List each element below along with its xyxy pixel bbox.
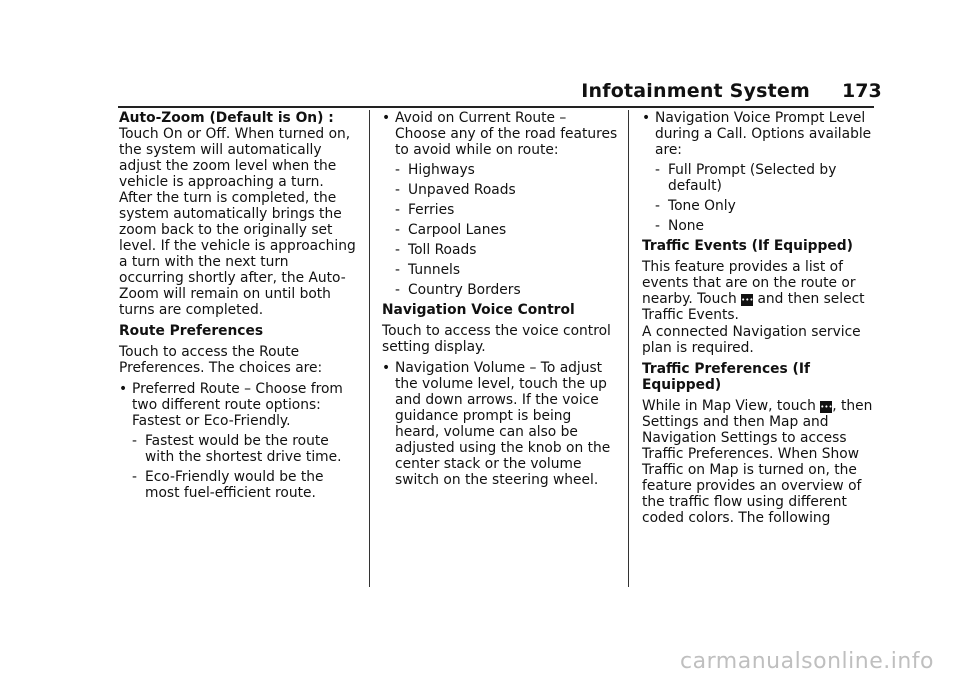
traffic-preferences-heading: Traffic Preferences (If Equipped): [642, 361, 810, 393]
dash-icon: -: [395, 162, 400, 178]
list-item: • Navigation Volume – To adjust the volume level, touch the up and down arrows. If the voice guidance prompt is being heard, volume can also be adjusted using the knob on the center stack or the volume switch on the steering wheel.: [382, 360, 611, 488]
auto-zoom-text: Touch On or Off. When turned on, the system will automatically adjust the zoom level when the vehicle is approaching a turn. After the turn is completed, the system automatically brings the zoom back to the originally set level. If the vehicle is approaching a turn with the next turn occurring shortly after, the Auto-Zoom will remain on until both turns are completed.: [119, 126, 356, 318]
page-number: 173: [842, 80, 882, 102]
voice-control-heading: Navigation Voice Control: [382, 302, 575, 318]
list-item: - Fastest would be the route with the shortest drive time.: [132, 433, 342, 465]
dash-icon: -: [395, 222, 400, 238]
dash-icon: -: [395, 262, 400, 278]
list-item: - None: [655, 218, 704, 234]
list-item: - Tone Only: [655, 198, 736, 214]
column-divider: [628, 110, 629, 587]
dash-icon: -: [395, 242, 400, 258]
navigation-plan-text: A connected Navigation service plan is required.: [642, 324, 861, 356]
bullet-icon: •: [642, 110, 651, 126]
list-item: - Unpaved Roads: [395, 182, 516, 198]
column-divider: [369, 110, 370, 587]
list-item: - Carpool Lanes: [395, 222, 507, 238]
route-preferences-text: Touch to access the Route Preferences. The choices are:: [119, 344, 323, 376]
column-1: [119, 110, 357, 505]
list-item: - Ferries: [395, 202, 455, 218]
voice-control-text: Touch to access the voice control setting display.: [382, 323, 611, 355]
auto-zoom-heading: Auto-Zoom (Default is On) :: [119, 110, 334, 126]
list-item: - Toll Roads: [395, 242, 477, 258]
column-3: [642, 110, 874, 526]
list-item: - Highways: [395, 162, 475, 178]
dash-icon: -: [655, 198, 660, 214]
bullet-icon: •: [119, 381, 128, 397]
dash-icon: -: [132, 469, 137, 485]
column-2: [382, 110, 618, 492]
watermark: carmanualsonline.info: [680, 649, 934, 674]
list-item: • Preferred Route – Choose from two different route options: Fastest or Eco-Friendly.: [119, 381, 343, 429]
dash-icon: -: [395, 202, 400, 218]
list-item: • Avoid on Current Route – Choose any of the road features to avoid while on route:: [382, 110, 618, 158]
dash-icon: -: [655, 218, 660, 234]
dash-icon: -: [132, 433, 137, 449]
route-preferences-heading: Route Preferences: [119, 323, 264, 339]
traffic-events-heading: Traffic Events (If Equipped): [642, 238, 853, 254]
list-item: - Eco-Friendly would be the most fuel-efficient route.: [132, 469, 324, 501]
list-item: • Navigation Voice Prompt Level during a Call. Options available are:: [642, 110, 872, 158]
menu-icon: •••: [820, 403, 833, 411]
menu-icon: •••: [741, 296, 754, 304]
traffic-events-text: This feature provides a list of events that are on the route or nearby. Touch ••• and then select Traffic Events.: [642, 259, 865, 323]
dash-icon: -: [395, 282, 400, 298]
list-item: - Tunnels: [395, 262, 461, 278]
list-item: - Full Prompt (Selected by default): [655, 162, 837, 194]
dash-icon: -: [395, 182, 400, 198]
header-rule: [118, 106, 874, 108]
dash-icon: -: [655, 162, 660, 178]
bullet-icon: •: [382, 360, 391, 376]
bullet-icon: •: [382, 110, 391, 126]
traffic-preferences-text: While in Map View, touch •••, then Settings and then Map and Navigation Settings to access Traffic Preferences. When Show Traffic on Map is turned on, the feature provides an overview of the traffic flow using different coded colors. The following: [642, 398, 873, 526]
list-item: - Country Borders: [395, 282, 521, 298]
page-header-title: Infotainment System: [581, 80, 810, 102]
